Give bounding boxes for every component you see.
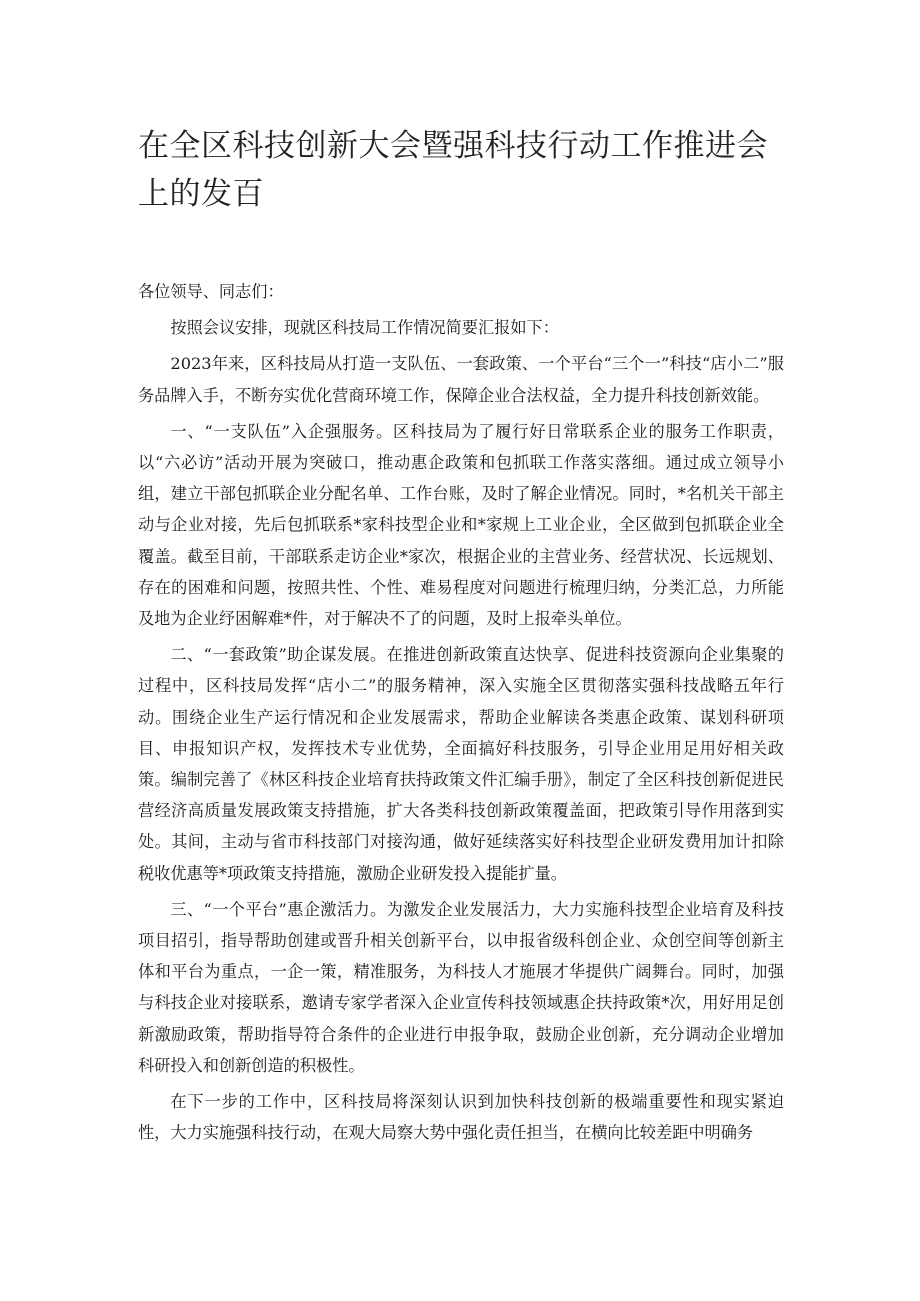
- paragraph-intro: 按照会议安排，现就区科技局工作情况简要汇报如下：: [170, 318, 559, 338]
- paragraph-team-service: 一、“一支队伍”入企强服务。区科技局为了履行好日常联系企业的服务工作职责，以“六必访”活动开展为突破口，推动惠企政策和包抓联工作落实落细。通过成立领导小组，建立干部包抓联企业分配名单、工作台账，及时了解企业情况。同时，*名机关干部主动与企业对接，先后包抓联系*家科技型企业和*家规上工业企业，全区做到包抓联企业全覆盖。截至目前，干部联系走访企业*家次，根据企业的主营业务、经营状况、长远规划、存在的困难和问题，按照共性、个性、难易程度对问题进行梳理归纳，分类汇总，力所能及地为企业纾困解难*件，对于解决不了的问题，及时上报牵头单位。: [138, 421, 784, 629]
- paragraph-policy-support: 二、“一套政策”助企谋发展。在推进创新政策直达快享、促进科技资源向企业集聚的过程中，区科技局发挥“店小二”的服务精神，深入实施全区贯彻落实强科技战略五年行动。围绕企业生产运行情况和企业发展需求，帮助企业解读各类惠企政策、谋划科研项目、申报知识产权，发挥技术专业优势，全面搞好科技服务，引导企业用足用好相关政策。编制完善了《林区科技企业培育扶持政策文件汇编手册》，制定了全区科技创新促进民营经济高质量发展政策支持措施，扩大各类科技创新政策覆盖面，把政策引导作用落到实处。其间，主动与省市科技部门对接沟通，做好延续落实好科技型企业研发费用加计扣除税收优惠等*项政策支持措施，激励企业研发投入提能扩量。: [138, 645, 784, 883]
- salutation: 各位领导、同志们：: [138, 282, 284, 301]
- paragraph-overview: 2023年来，区科技局从打造一支队伍、一套政策、一个平台“三个一”科技“店小二”服务品牌入手，不断夯实优化营商环境工作，保障企业合法权益，全力提升科技创新效能。: [138, 354, 784, 405]
- paragraph-platform: 三、“一个平台”惠企激活力。为激发企业发展活力，大力实施科技型企业培育及科技项目招引，指导帮助创建或晋升相关创新平台，以申报省级科创企业、众创空间等创新主体和平台为重点，一企一策，精准服务，为科技人才施展才华提供广阔舞台。同时，加强与科技企业对接联系，邀请专家学者深入企业宣传科技领域惠企扶持政策*次，用好用足创新激励政策，帮助指导符合条件的企业进行申报争取，鼓励企业创新，充分调动企业增加科研投入和创新创造的积极性。: [138, 899, 784, 1075]
- paragraph-next-steps: 在下一步的工作中，区科技局将深刻认识到加快科技创新的极端重要性和现实紧迫性，大力实施强科技行动，在观大局察大势中强化责任担当，在横向比较差距中明确务: [138, 1092, 784, 1143]
- document-title: 在全区科技创新大会暨强科技行动工作推进会上的发百: [138, 128, 768, 212]
- document-body: [138, 276, 784, 1153]
